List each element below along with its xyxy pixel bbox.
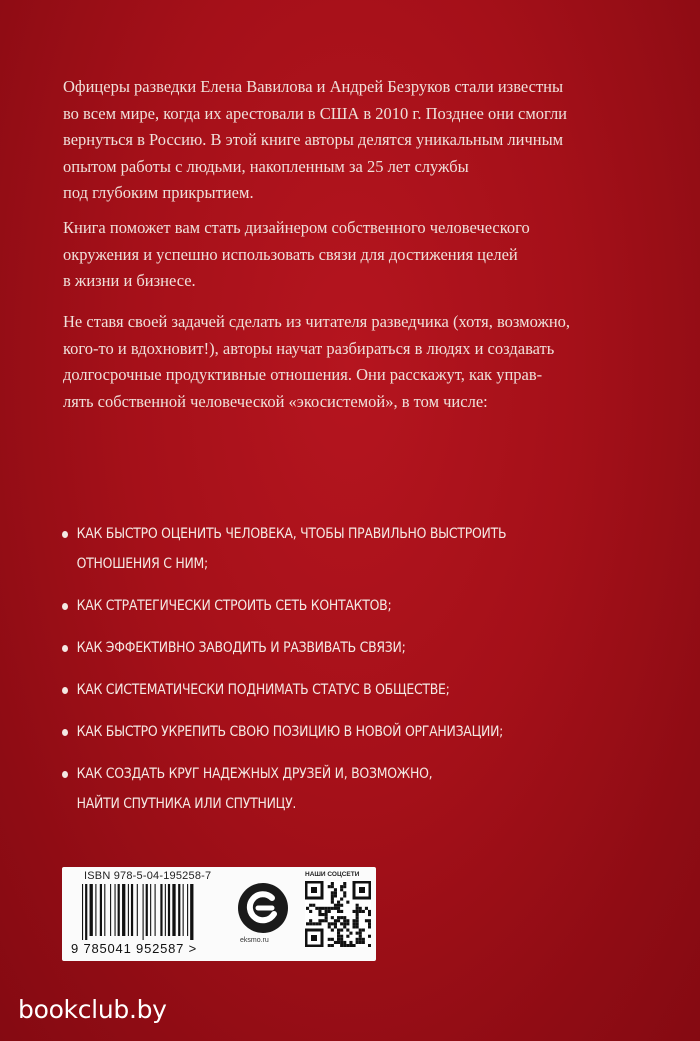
- list-item-text: КАК БЫСТРО УКРЕПИТЬ СВОЮ ПОЗИЦИЮ В НОВОЙ ОРГАНИЗАЦИИ;: [76, 724, 504, 740]
- intro-paragraph-2: Книга поможет вам стать дизайнером собственного человеческого окружения и успешно использовать связи для достижения целей в жизни и бизнесе.: [63, 218, 530, 290]
- bullet-icon: [62, 771, 68, 778]
- barcode-digits: 9 785041 952587 >: [71, 941, 198, 956]
- list-item-text: КАК СИСТЕМАТИЧЕСКИ ПОДНИМАТЬ СТАТУС В ОБЩЕСТВЕ;: [76, 682, 450, 698]
- bullet-icon: [62, 687, 68, 694]
- bullet-icon: [62, 729, 68, 736]
- list-item: [62, 519, 587, 579]
- topics-list: [62, 519, 587, 831]
- intro-paragraph-3: Не ставя своей задачей сделать из читателя разведчика (хотя, возможно, кого-то и вдохновит!), авторы научат разбираться в людях и создавать долгосрочные продуктивные отношения. Они расскажут, как управ- лять собственной человеческой «экосистемой», в том числе:: [63, 312, 571, 411]
- bullet-icon: [62, 645, 68, 652]
- isbn-block: [62, 867, 376, 961]
- list-item-text: КАК БЫСТРО ОЦЕНИТЬ ЧЕЛОВЕКА, ЧТОБЫ ПРАВИЛЬНО ВЫСТРОИТЬ ОТНОШЕНИЯ С НИМ;: [76, 526, 507, 572]
- barcode-icon: [80, 884, 218, 940]
- list-item-text: КАК СОЗДАТЬ КРУГ НАДЕЖНЫХ ДРУЗЕЙ И, ВОЗМОЖНО, НАЙТИ СПУТНИКА ИЛИ СПУТНИЦУ.: [76, 766, 433, 812]
- list-item-text: КАК СТРАТЕГИЧЕСКИ СТРОИТЬ СЕТЬ КОНТАКТОВ;: [76, 598, 392, 614]
- isbn-label: ISBN 978-5-04-195258-7: [84, 870, 212, 882]
- eksmo-logo-icon: [236, 881, 290, 935]
- list-item: [62, 591, 587, 621]
- bullet-icon: [62, 603, 68, 610]
- site-watermark: bookclub.by: [18, 995, 167, 1024]
- qr-code-icon: [305, 881, 371, 947]
- social-caption: НАШИ СОЦСЕТИ: [305, 871, 360, 878]
- list-item: [62, 633, 587, 663]
- list-item: [62, 717, 587, 747]
- publisher-website: eksmo.ru: [240, 937, 269, 944]
- bullet-icon: [62, 531, 68, 538]
- intro-paragraph-1: Офицеры разведки Елена Вавилова и Андрей Безруков стали известны во всем мире, когда их арестовали в США в 2010 г. Позднее они смогли вернуться в Россию. В этой книге авторы делятся уникальным личным опытом работы с людьми, накопленным за 25 лет службы под глубоким прикрытием.: [63, 77, 568, 202]
- list-item: [62, 675, 587, 705]
- list-item-text: КАК ЭФФЕКТИВНО ЗАВОДИТЬ И РАЗВИВАТЬ СВЯЗИ;: [76, 640, 406, 656]
- list-item: [62, 759, 587, 819]
